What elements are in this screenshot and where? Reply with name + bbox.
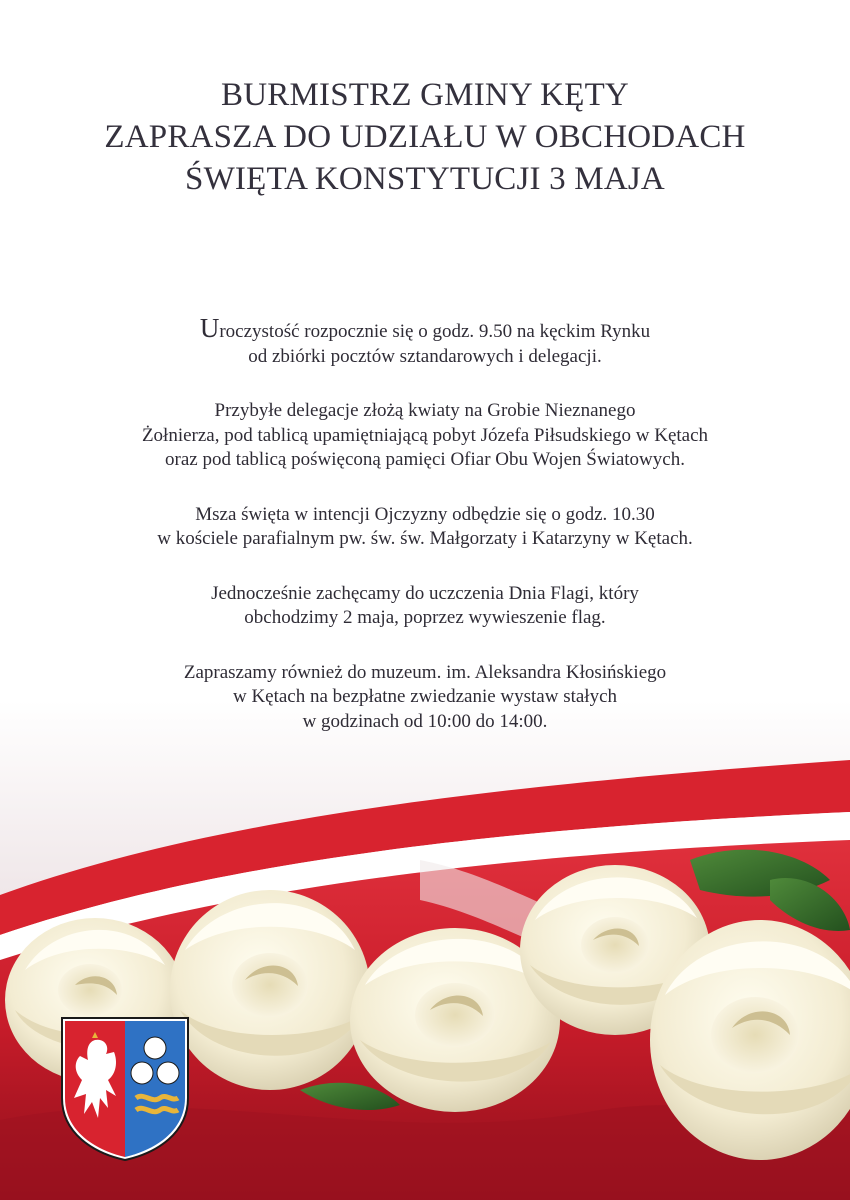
rose-icon	[170, 890, 370, 1090]
text-line: Jednocześnie zachęcamy do uczczenia Dnia Flagi, który	[211, 582, 639, 604]
text-line: oraz pod tablicą poświęconą pamięci Ofiar Obu Wojen Światowych.	[165, 449, 685, 470]
text-line: Msza święta w intencji Ojczyzny odbędzie się o godz. 10.30	[195, 503, 655, 525]
paragraph-museum	[0, 661, 850, 735]
dropcap: U	[199, 313, 220, 343]
paragraph-ceremony-start	[0, 313, 850, 369]
text-line: Przybyłe delegacje złożą kwiaty na Grobie Nieznanego	[214, 400, 636, 421]
text-line: w godzinach od 10:00 do 14:00.	[302, 710, 548, 732]
paragraph-flowers	[0, 399, 850, 473]
text-line	[0, 313, 850, 345]
text-line: w kościele parafialnym pw. św. św. Małgorzaty i Katarzyny w Kętach.	[157, 528, 693, 549]
page-title	[0, 74, 850, 200]
title-line: ZAPRASZA DO UDZIAŁU W OBCHODACH	[104, 119, 746, 155]
title-line: ŚWIĘTA KONSTYTUCJI 3 MAJA	[185, 161, 665, 197]
title-line: BURMISTRZ GMINY KĘTY	[221, 77, 629, 113]
text-line-content: roczystość rozpocznie się o godz. 9.50 na kęckim Rynku	[219, 321, 651, 342]
paragraph-mass	[0, 503, 850, 552]
text-line: w Kętach na bezpłatne zwiedzanie wystaw stałych	[232, 686, 618, 707]
kety-coat-of-arms-icon	[62, 1018, 188, 1160]
text-line: od zbiórki pocztów sztandarowych i delegacji.	[248, 345, 602, 367]
text-line: obchodzimy 2 maja, poprzez wywieszenie flag.	[244, 607, 606, 628]
announcement-body	[0, 313, 850, 764]
text-line: Żołnierza, pod tablicą upamiętniającą pobyt Józefa Piłsudskiego w Kętach	[141, 424, 709, 446]
text-line: Zapraszamy również do muzeum. im. Aleksandra Kłosińskiego	[183, 661, 667, 683]
paragraph-flag-day	[0, 582, 850, 631]
